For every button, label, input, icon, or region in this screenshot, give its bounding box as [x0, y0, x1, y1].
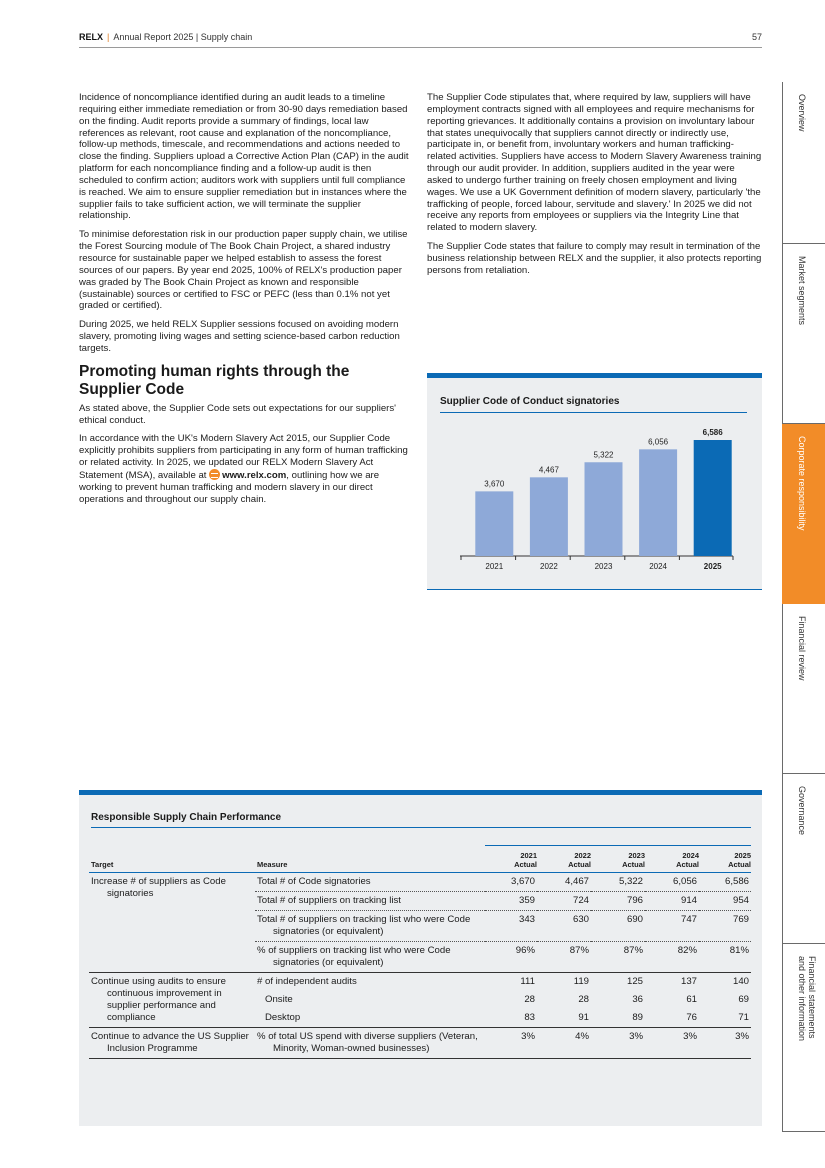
bar-2023 — [585, 462, 623, 556]
tab-financial-statements-and-other-information[interactable] — [782, 944, 825, 1132]
table-title-rule — [91, 827, 751, 828]
measure-cell: Onsite — [265, 994, 293, 1005]
value-cell: 724 — [537, 892, 591, 911]
data-label-2022: 4,467 — [538, 465, 559, 475]
tab-financial-review[interactable] — [782, 604, 825, 774]
performance-table-panel — [79, 790, 762, 1126]
relx-website-link[interactable]: www.relx.com — [222, 469, 287, 481]
value-cell: 796 — [591, 892, 645, 911]
value-cell: 91 — [537, 1009, 591, 1028]
value-cell: 89 — [591, 1009, 645, 1028]
header-measure: Measure — [255, 846, 485, 873]
value-cell: 61 — [686, 994, 697, 1005]
paragraph-deforestation: To minimise deforestation risk in our production paper supply chain, we utilise the Forest Sourcing module of The Book Chain Project, a shared industry resource for sustainable paper we helped establish to assess the forest sources of our papers. By year end 2025, 100% of RELX's production paper was graded by The Book Chain Project as known and responsible (sustainable) sources or certified to FSC or PEFC (less than 0.1% not yet graded or certified). — [79, 229, 408, 312]
bar-2022 — [530, 477, 568, 556]
value-cell: 3% — [645, 1028, 699, 1059]
value-cell: 4% — [537, 1028, 591, 1059]
table-row — [89, 873, 751, 892]
value-cell: 3% — [591, 1028, 645, 1059]
paragraph-modern-slavery-act — [79, 433, 411, 505]
tab-corporate-responsibility[interactable] — [782, 424, 825, 604]
header-rule — [79, 47, 762, 48]
tab-overview[interactable] — [782, 82, 825, 244]
header-title: Annual Report 2025 | Supply chain — [113, 32, 253, 42]
value-cell: 28 — [524, 994, 535, 1005]
tick-label-2021: 2021 — [485, 562, 504, 571]
brand-name: RELX — [79, 32, 104, 42]
tab-label: Corporate responsibility — [797, 436, 807, 531]
data-label-2023: 5,322 — [593, 450, 614, 460]
value-cell: 36 — [632, 994, 643, 1005]
value-cell: 359 — [485, 892, 537, 911]
data-label-2024: 6,056 — [648, 437, 669, 447]
measure-cell: % of suppliers on tracking list who were Code signatories (or equivalent) — [255, 942, 485, 973]
tick-label-2024: 2024 — [649, 562, 667, 571]
value-cell: 954 — [699, 892, 751, 911]
measure-cell: Desktop — [255, 1009, 485, 1028]
data-label-2025: 6,586 — [702, 428, 723, 437]
paragraph-employment-contracts: The Supplier Code stipulates that, where required by law, suppliers will have employment contracts signed with all employees and require mechanisms for reporting grievances. It additionally contains a provision on involuntary labour that states unequivocally that suppliers cannot directly or indirectly use, participate in, or benefit from, involuntary workers and human trafficking-related activities. Suppliers have access to Modern Slavery Awareness training through our audit provider. In addition, suppliers audited in the year were asked to undergo further training on freely chosen employment and living wages. We use a UK Government definition of modern slavery, particularly 'the trafficking of people, forced labour, servitude and slavery.' In 2025 we did not receive any reports from employees or suppliers via the Integrity Line that related to modern slavery. — [427, 92, 762, 234]
paragraph-supplier-sessions: During 2025, we held RELX Supplier sessions focused on avoiding modern slavery, promoting living wages and setting science-based carbon reduction targets. — [79, 319, 400, 354]
chart-plot — [427, 378, 762, 590]
paragraph-supplier-code-intro: As stated above, the Supplier Code sets out expectations for our suppliers' ethical conduct. — [79, 402, 397, 426]
value-cell: 630 — [537, 911, 591, 942]
value-cell: 82% — [645, 942, 699, 973]
msa-text-before: In accordance with the UK's Modern Slavery Act 2015, our Supplier Code explicitly prohibits suppliers from participating in any form of human trafficking or related activity. In 2025, we updated our RELX Modern Slavery Act Statement (MSA), available at — [79, 433, 408, 481]
table-row — [89, 1028, 751, 1059]
page-number: 57 — [751, 32, 762, 42]
section-tabs — [782, 82, 825, 1132]
target-cell: Increase # of suppliers as Code signatories — [89, 873, 255, 973]
right-column — [427, 92, 762, 284]
tick-label-2022: 2022 — [540, 562, 558, 571]
header-separator: | — [107, 32, 110, 42]
msa-text-after: , outlining how we are working to prevent human trafficking and modern slavery in our direct operations and throughout our supply chain. — [79, 469, 380, 505]
value-cell: 747 — [645, 911, 699, 942]
header-year: 2021 Actual — [485, 846, 537, 873]
value-cell: 71 — [699, 1009, 751, 1028]
data-label-2021: 3,670 — [484, 479, 505, 489]
tab-market-segments[interactable] — [782, 244, 825, 424]
value-cell: 87% — [591, 942, 645, 973]
header-target: Target — [89, 846, 255, 873]
tick-label-2023: 2023 — [594, 562, 613, 571]
performance-table — [89, 845, 751, 1059]
value-cell: 690 — [591, 911, 645, 942]
value-cell: 125 — [626, 976, 643, 987]
value-cell: 6,056 — [645, 873, 699, 892]
value-cell: 83 — [485, 1009, 537, 1028]
value-cell: 769 — [699, 911, 751, 942]
left-column — [79, 92, 411, 512]
paragraph-termination: The Supplier Code states that failure to comply may result in termination of the business relationship between RELX and the supplier, it also protects reporting persons from retaliation. — [427, 241, 762, 276]
bar-2021 — [475, 491, 513, 556]
value-cell: 3% — [699, 1028, 751, 1059]
table-header-row — [89, 846, 751, 873]
bar-2024 — [639, 449, 677, 556]
value-cell: 6,586 — [699, 873, 751, 892]
table-row — [89, 973, 751, 992]
external-link-icon — [209, 469, 220, 480]
tab-label: Governance — [797, 786, 807, 836]
value-cell: 81% — [699, 942, 751, 973]
tab-label: Financial review — [797, 616, 807, 681]
header-year: 2025 Actual — [699, 846, 751, 873]
value-cell: 3,670 — [485, 873, 537, 892]
page-header — [79, 32, 762, 48]
section-heading-human-rights: Promoting human rights through the Supplier Code — [79, 362, 350, 398]
target-cell: Continue to advance the US Supplier Inclusion Programme — [89, 1028, 255, 1059]
measure-cell: Total # of suppliers on tracking list who were Code signatories (or equivalent) — [255, 911, 485, 942]
value-cell: 96% — [485, 942, 537, 973]
measure-cell: Total # of suppliers on tracking list — [255, 892, 485, 911]
tab-governance[interactable] — [782, 774, 825, 944]
header-year: 2023 Actual — [591, 846, 645, 873]
measure-cell: # of independent audits — [257, 976, 357, 987]
table-title: Responsible Supply Chain Performance — [91, 812, 282, 823]
tab-label: Market segments — [797, 256, 807, 326]
value-cell: 76 — [645, 1009, 699, 1028]
value-cell: 69 — [738, 994, 749, 1005]
measure-cell: % of total US spend with diverse suppliers (Veteran, Minority, Woman-owned businesses) — [255, 1028, 485, 1059]
tab-label: Financial statements and other information — [797, 956, 817, 1042]
value-cell: 28 — [578, 994, 589, 1005]
value-cell: 343 — [485, 911, 537, 942]
tab-label: Overview — [797, 94, 807, 132]
paragraph-audit-remediation: Incidence of noncompliance identified during an audit leads to a timeline requiring either immediate remediation or from 30-90 days remediation based on the finding. Audit reports provide a summary of findings, local law references as relevant, root cause and explanation of the noncompliance, follow-up methods, timescale, and recommendations and actions needed to close the finding. Suppliers upload a Corrective Action Plan (CAP) in the audit platform for each noncompliance finding and a follow-up audit is then scheduled to confirm action; auditors work with suppliers until full compliance is reached. We aim to ensure supplier remediation but in instances where the supplier fails to take sufficient action, we will terminate the supplier relationship. — [79, 92, 409, 222]
value-cell: 119 — [573, 976, 589, 987]
header-year: 2022 Actual — [537, 846, 591, 873]
header-year: 2024 Actual — [645, 846, 699, 873]
value-cell: 5,322 — [591, 873, 645, 892]
bar-2025 — [694, 440, 732, 556]
value-cell: 914 — [645, 892, 699, 911]
tick-label-2025: 2025 — [703, 562, 722, 571]
chart-title: Supplier Code of Conduct signatories — [440, 396, 620, 407]
target-cell: Continue using audits to ensure continuous improvement in supplier performance and compliance — [89, 973, 255, 1028]
value-cell: 3% — [485, 1028, 537, 1059]
value-cell: 140 — [732, 976, 749, 987]
value-cell: 137 — [680, 976, 697, 987]
signatories-chart — [427, 373, 762, 590]
measure-cell: Total # of Code signatories — [255, 873, 485, 892]
value-cell: 4,467 — [537, 873, 591, 892]
value-cell: 87% — [537, 942, 591, 973]
value-cell: 111 — [520, 976, 535, 987]
